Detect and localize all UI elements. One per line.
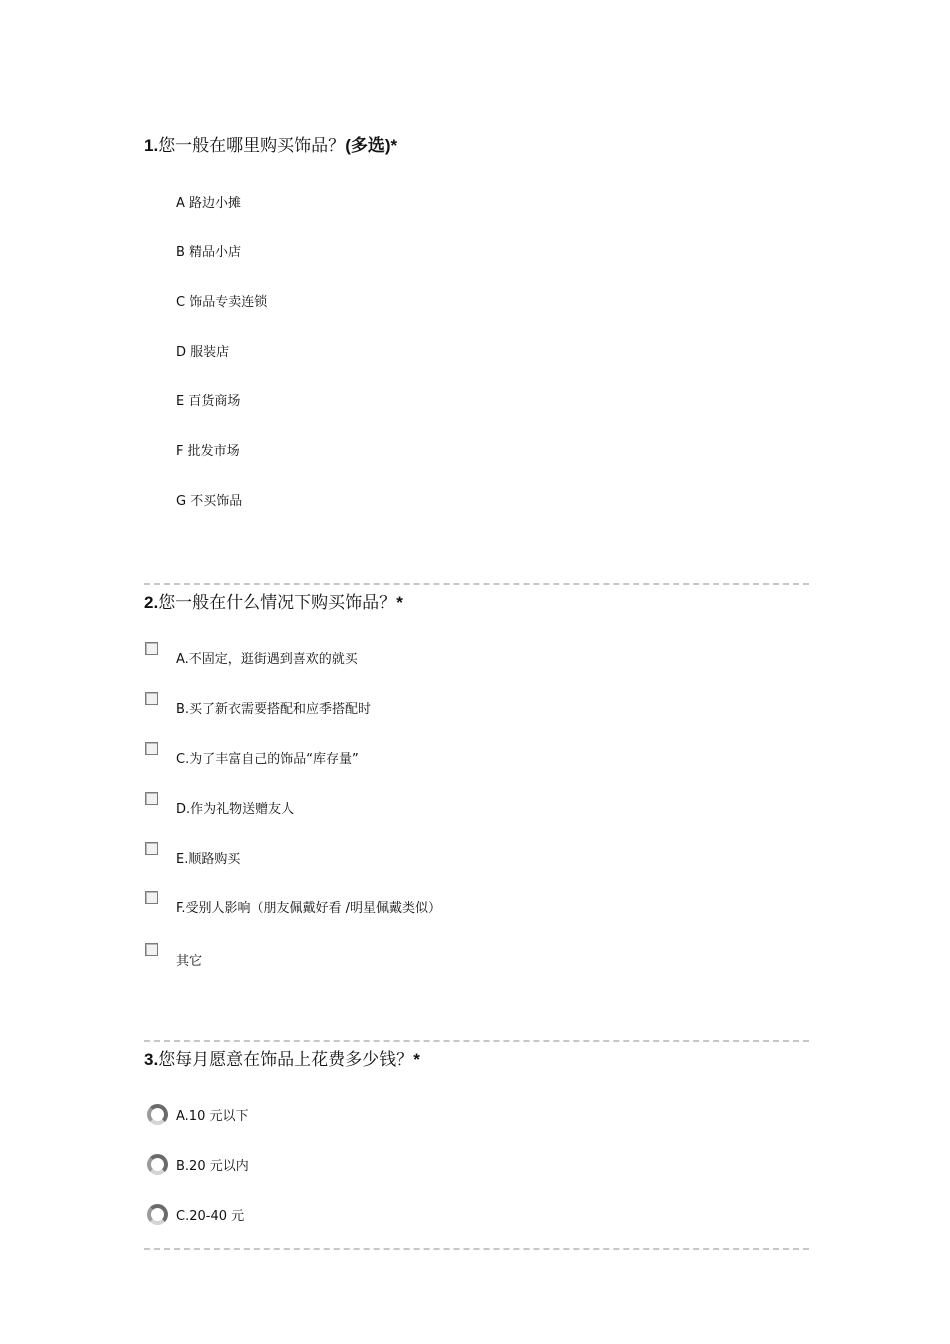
question-1-option-a[interactable]: A 路边小摊 [176, 196, 242, 211]
question-2-checkbox-f[interactable] [145, 891, 158, 904]
question-1-title [144, 136, 397, 156]
question-1-option-b[interactable]: B 精品小店 [176, 245, 242, 260]
question-1-option-c[interactable]: C 饰品专卖连锁 [176, 295, 268, 310]
question-2-option-b[interactable]: B.买了新衣需要搭配和应季搭配时 [176, 702, 372, 717]
question-3-option-b[interactable]: B.20 元以内 [176, 1159, 249, 1174]
section-divider [144, 1248, 809, 1250]
section-divider [144, 1040, 809, 1042]
question-2-option-d[interactable]: D.作为礼物送赠友人 [176, 802, 295, 817]
question-2-checkbox-e[interactable] [145, 842, 158, 855]
question-3-text: 您每月愿意在饰品上花费多少钱？ [158, 1050, 414, 1070]
question-2-option-a[interactable]: A.不固定，逛街遇到喜欢的就买 [176, 652, 358, 667]
question-2-option-f[interactable]: F.受别人影响（朋友佩戴好看 /明星佩戴类似） [176, 901, 442, 916]
question-2-option-other[interactable]: 其它 [176, 954, 203, 969]
question-2-checkbox-d[interactable] [145, 792, 158, 805]
question-3-option-a[interactable]: A.10 元以下 [176, 1109, 249, 1124]
question-1-number: 1. [144, 136, 159, 155]
question-1-option-g[interactable]: G 不买饰品 [176, 494, 243, 509]
question-3-radio-a[interactable] [147, 1104, 168, 1125]
question-2-option-c[interactable]: C.为了丰富自己的饰品“库存量” [176, 752, 359, 767]
question-1-note: (多选) [345, 136, 391, 155]
question-1-text: 您一般在哪里购买饰品？ [158, 136, 346, 156]
question-1-option-f[interactable]: F 批发市场 [176, 444, 240, 459]
question-1-option-d[interactable]: D 服装店 [176, 345, 230, 360]
question-2-text: 您一般在什么情况下购买饰品？ [158, 593, 397, 613]
question-3-option-c[interactable]: C.20-40 元 [176, 1209, 245, 1224]
question-2-number: 2. [144, 593, 159, 612]
question-2-checkbox-c[interactable] [145, 742, 158, 755]
question-3-required-mark: * [413, 1050, 420, 1069]
question-2-option-e[interactable]: E.顺路购买 [176, 852, 241, 867]
question-2-title [144, 593, 403, 613]
section-divider [144, 583, 809, 585]
question-2-checkbox-other[interactable] [145, 943, 158, 956]
question-2-checkbox-a[interactable] [145, 642, 158, 655]
question-1-option-e[interactable]: E 百货商场 [176, 394, 241, 409]
question-3-title [144, 1050, 420, 1070]
question-1-required-mark: * [390, 136, 398, 155]
question-3-number: 3. [144, 1050, 159, 1069]
question-2-checkbox-b[interactable] [145, 692, 158, 705]
question-3-radio-b[interactable] [147, 1154, 168, 1175]
question-2-required-mark: * [396, 593, 403, 612]
question-3-radio-c[interactable] [147, 1204, 168, 1225]
